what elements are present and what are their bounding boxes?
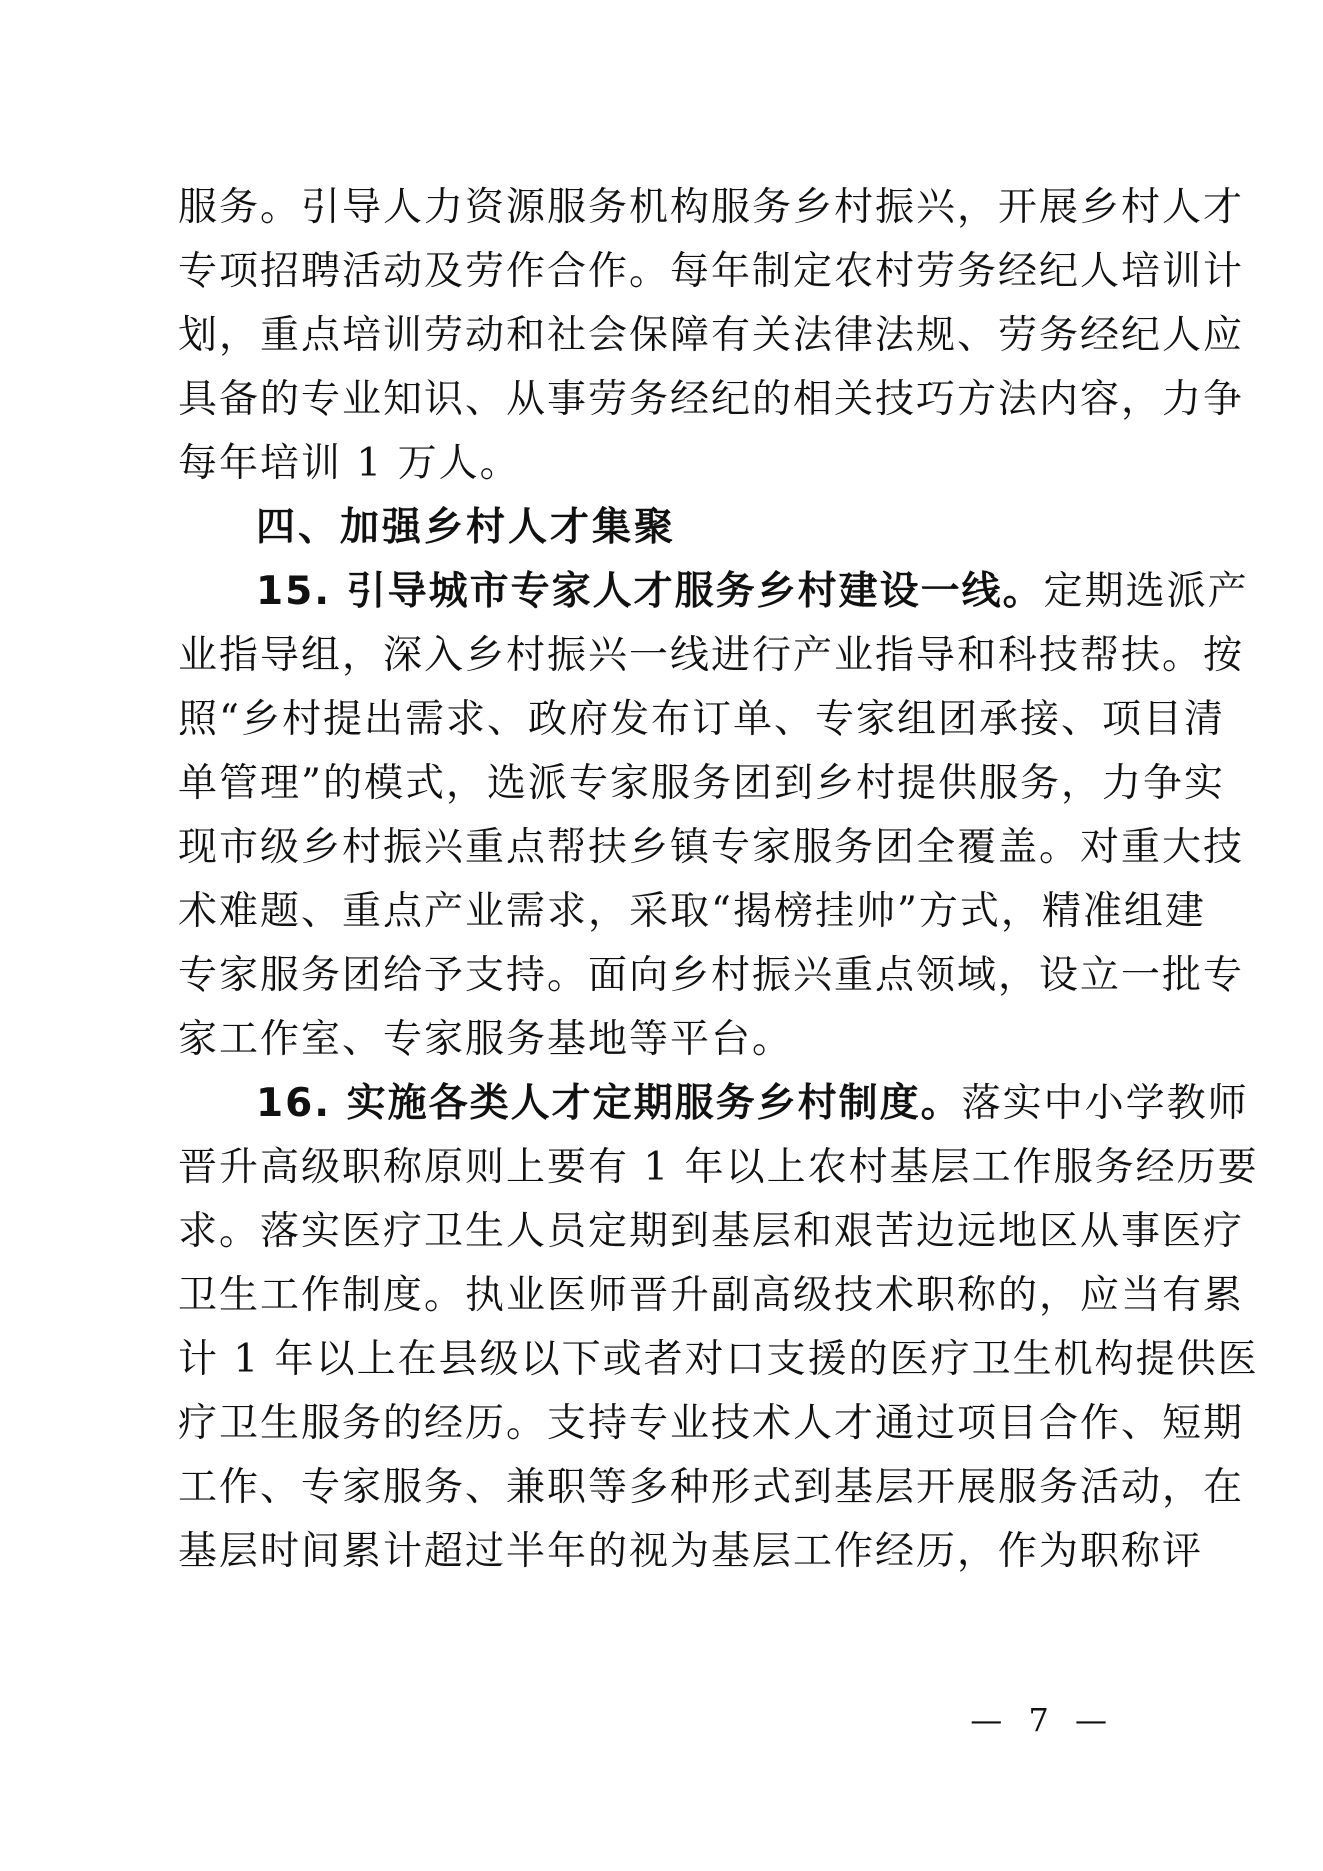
paragraph-line: 家工作室、专家服务基地等平台。: [178, 1017, 794, 1062]
item-16-first-line: [256, 1072, 1249, 1136]
paragraph-line: 术难题、重点产业需求，采取“揭榜挂帅”方式，精准组建: [178, 889, 1206, 934]
paragraph-line: 单管理”的模式，选派专家服务团到乡村提供服务，力争实: [178, 761, 1225, 806]
paragraph-line: 工作、专家服务、兼职等多种形式到基层开展服务活动，在: [178, 1465, 1245, 1510]
paragraph-line: 划，重点培训劳动和社会保障有关法律法规、劳务经纪人应: [178, 313, 1245, 358]
paragraph-line: 求。落实医疗卫生人员定期到基层和艰苦边远地区从事医疗: [178, 1209, 1245, 1254]
paragraph-line: 专项招聘活动及劳作合作。每年制定农村劳务经纪人培训计: [178, 249, 1245, 294]
paragraph-line: 照“乡村提出需求、政府发布订单、专家组团承接、项目清: [178, 697, 1225, 742]
item-15-first-line: [256, 560, 1249, 624]
paragraph-line: 卫生工作制度。执业医师晋升副高级技术职称的，应当有累: [178, 1273, 1245, 1318]
item-15-text: 定期选派产: [1043, 569, 1249, 614]
paragraph-line: 疗卫生服务的经历。支持专业技术人才通过项目合作、短期: [178, 1401, 1245, 1446]
paragraph-line: 专家服务团给予支持。面向乡村振兴重点领域，设立一批专: [178, 953, 1245, 998]
paragraph-line: 每年培训 1 万人。: [178, 441, 521, 486]
paragraph-line: 具备的专业知识、从事劳务经纪的相关技巧方法内容，力争: [178, 377, 1245, 422]
paragraph-line: 现市级乡村振兴重点帮扶乡镇专家服务团全覆盖。对重大技: [178, 825, 1245, 870]
paragraph-line: 基层时间累计超过半年的视为基层工作经历，作为职称评: [178, 1529, 1204, 1574]
item-15-title: 15. 引导城市专家人才服务乡村建设一线。: [256, 569, 1044, 614]
paragraph-line: 业指导组，深入乡村振兴一线进行产业指导和科技帮扶。按: [178, 633, 1245, 678]
section-heading: 四、加强乡村人才集聚: [256, 505, 677, 550]
paragraph-line: 服务。引导人力资源服务机构服务乡村振兴，开展乡村人才: [178, 185, 1245, 230]
item-16-title: 16. 实施各类人才定期服务乡村制度。: [256, 1081, 962, 1126]
paragraph-line: 计 1 年以上在县级以下或者对口支援的医疗卫生机构提供医: [178, 1337, 1259, 1382]
page-number: [0, 1700, 1323, 1740]
item-16-text: 落实中小学教师: [961, 1081, 1249, 1126]
page-number-text: — 7 —: [970, 1701, 1115, 1739]
paragraph-line: 晋升高级职称原则上要有 1 年以上农村基层工作服务经历要: [178, 1145, 1259, 1190]
